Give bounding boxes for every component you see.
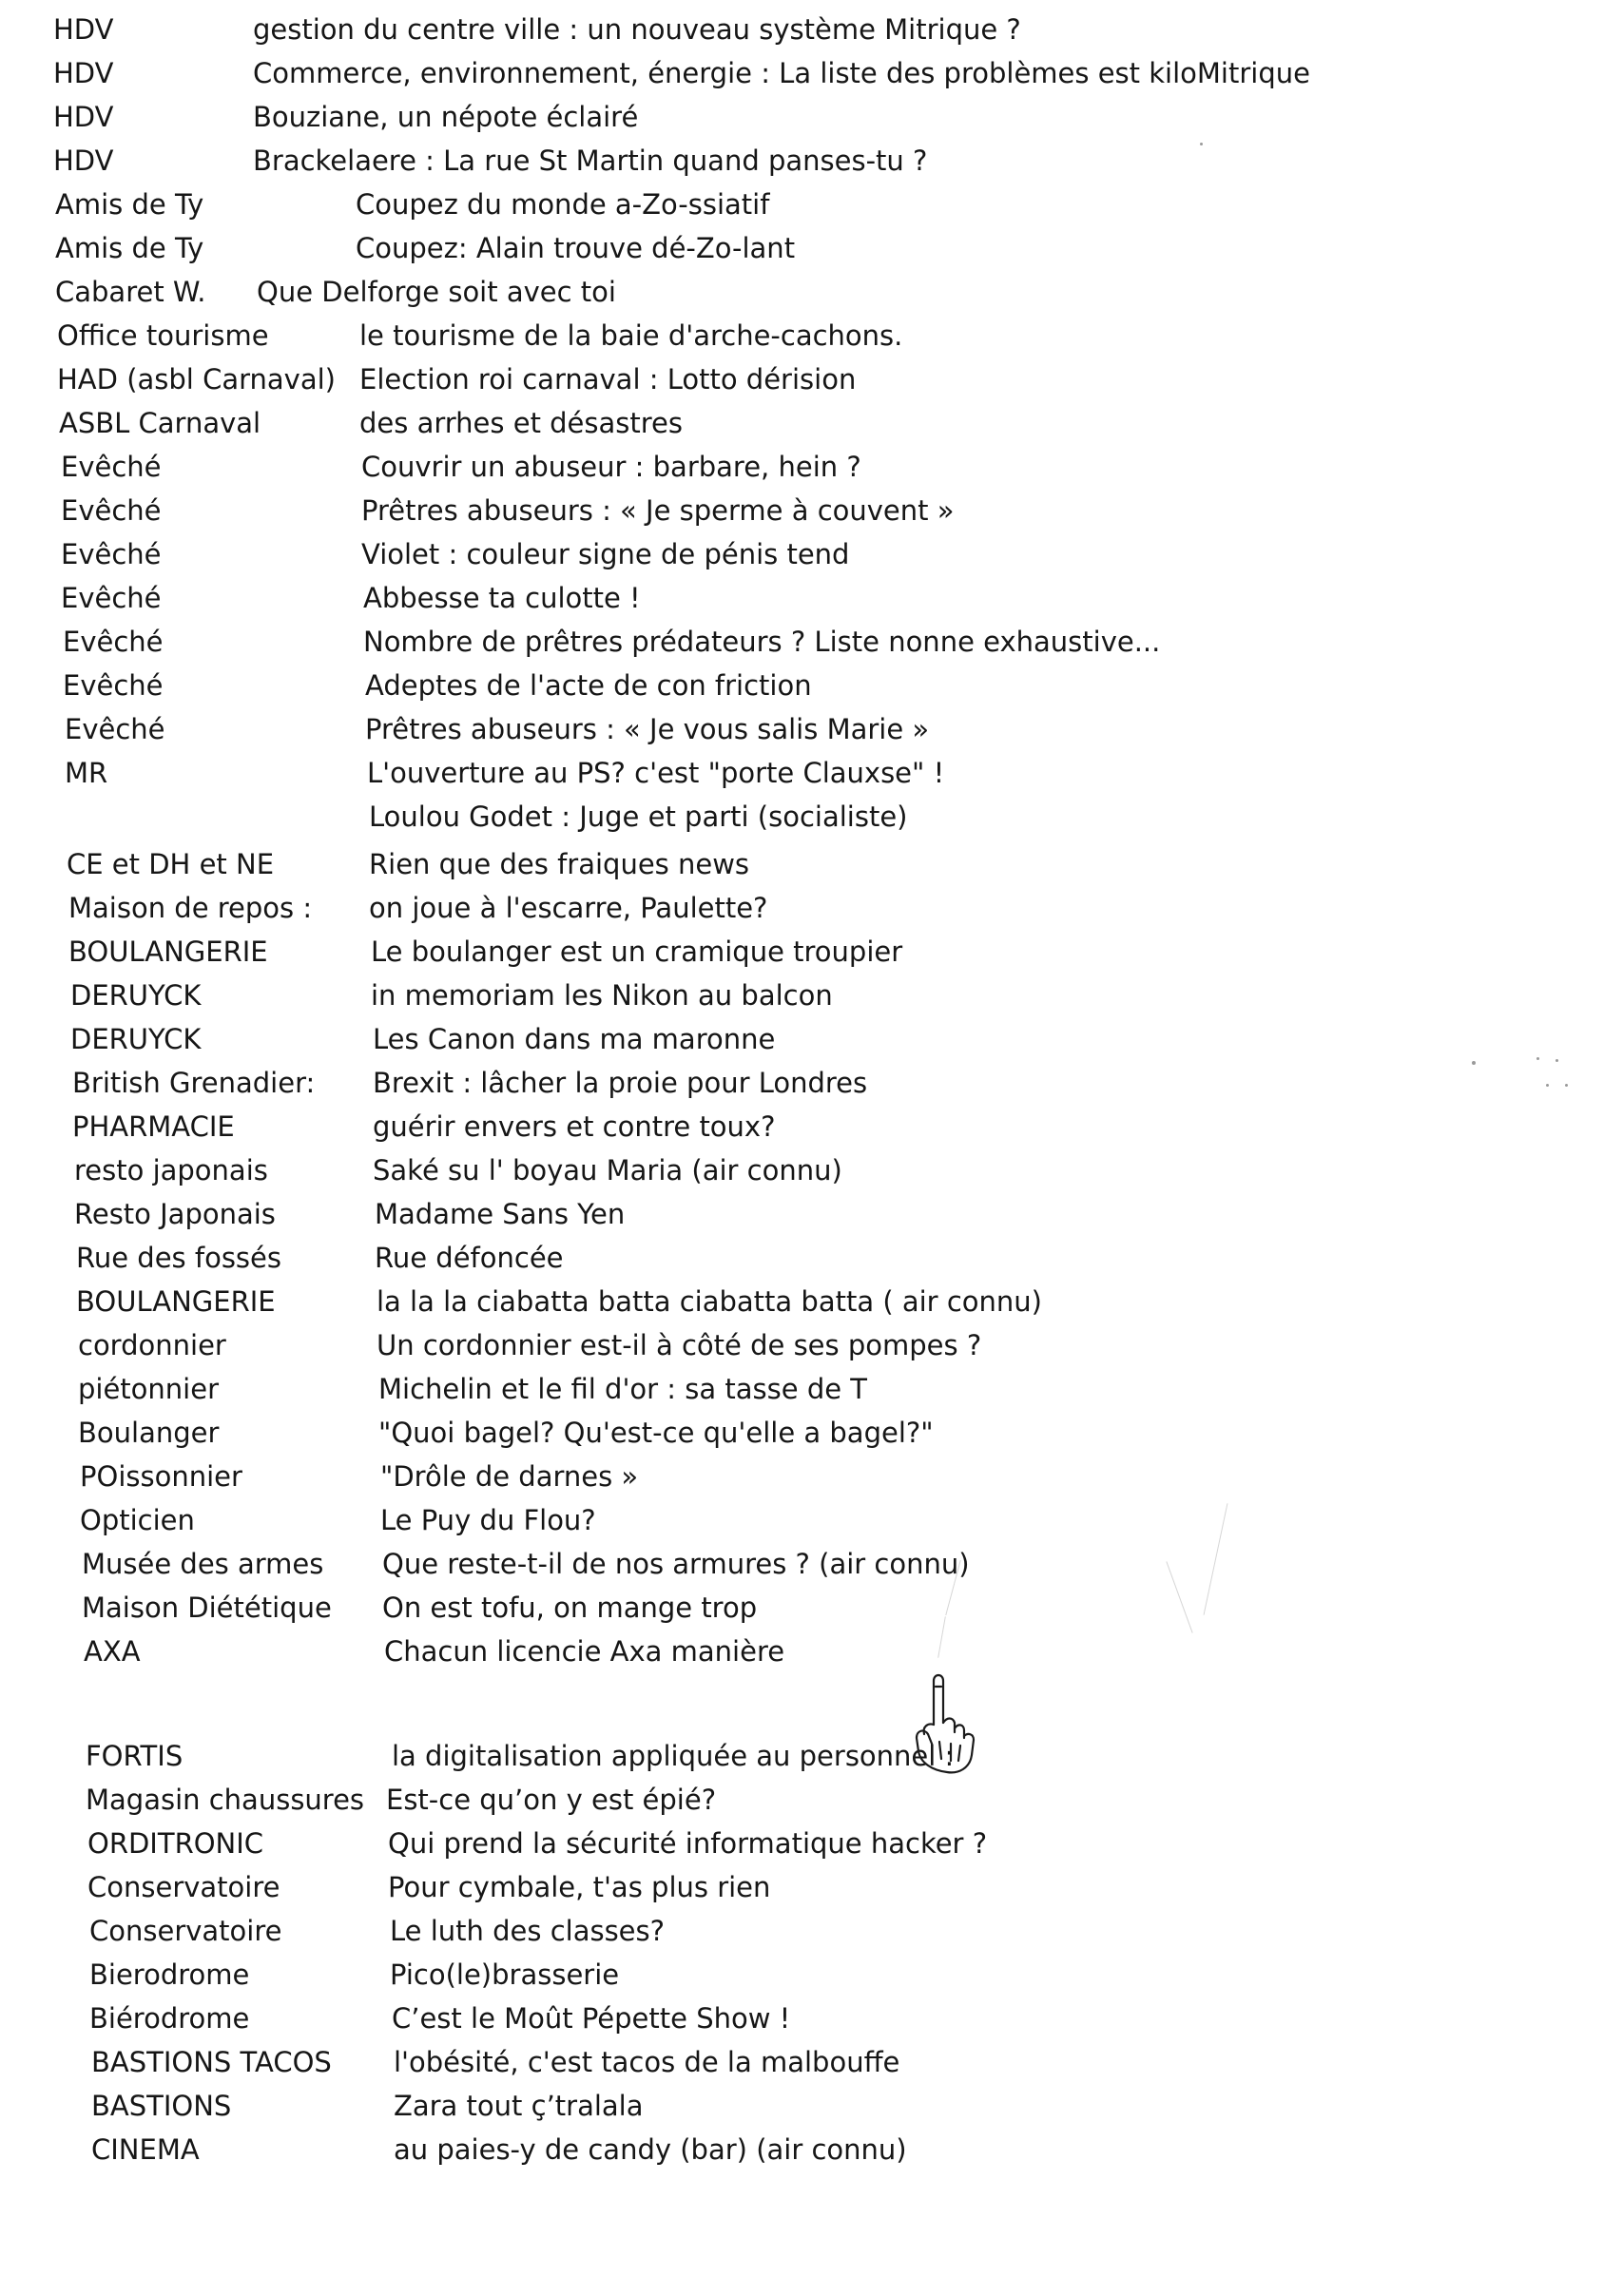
entry-pun: L'ouverture au PS? c'est "porte Clauxse" ! [367,757,945,789]
scan-speck [1200,143,1203,145]
list-item [0,1415,1604,1457]
list-item [0,274,1604,316]
entry-pun: Pico(le)brasserie [390,1958,620,1991]
entry-pun: Election roi carnaval : Lotto dérision [359,363,857,396]
entry-label: MR [65,757,108,789]
list-item [0,755,1604,797]
entry-pun: Pour cymbale, t'as plus rien [388,1871,771,1903]
entry-label: Evêché [61,538,162,570]
entry-pun: l'obésité, c'est tacos de la malbouffe [394,2046,900,2078]
entry-label: Evêché [61,451,162,483]
entry-label: AXA [84,1635,141,1668]
entry-pun: Brexit : lâcher la proie pour Londres [373,1067,868,1099]
entry-label: piétonnier [78,1373,220,1405]
entry-label: Evêché [63,669,164,702]
entry-pun: Les Canon dans ma maronne [373,1023,776,1055]
entry-label: Evêché [61,582,162,614]
entry-label: BOULANGERIE [68,936,268,968]
entry-label: CE et DH et NE [67,848,275,880]
list-item [0,667,1604,709]
entry-label: DERUYCK [70,1023,202,1055]
list-item [0,186,1604,228]
entry-label: Musée des armes [82,1548,324,1580]
entry-label: Bierodrome [89,1958,250,1991]
list-item [0,934,1604,975]
entry-pun: Commerce, environnement, énergie : La liste des problèmes est kiloMitrique [253,57,1310,89]
list-item [0,2132,1604,2173]
entry-label: Evêché [61,494,162,527]
entry-label: FORTIS [86,1740,184,1772]
list-item [0,1196,1604,1238]
list-item [0,1327,1604,1369]
entry-label: Amis de Ty [55,188,204,221]
entry-label: BASTIONS [91,2090,232,2122]
list-item [0,1240,1604,1282]
entry-label: Conservatoire [87,1871,280,1903]
list-item [0,55,1604,97]
list-item [0,1869,1604,1911]
entry-pun: on joue à l'escarre, Paulette? [369,892,768,924]
list-item [0,1502,1604,1544]
list-item [0,99,1604,141]
list-item [0,624,1604,666]
entry-label: Resto Japonais [74,1198,276,1230]
entry-pun: Chacun licencie Axa manière [384,1635,785,1668]
entry-pun: Michelin et le fil d'or : sa tasse de T [378,1373,867,1405]
entry-label: CINEMA [91,2133,200,2166]
entry-pun: Le boulanger est un cramique troupier [371,936,903,968]
list-item [0,846,1604,888]
entry-pun: Le luth des classes? [390,1915,666,1947]
middle-finger-hand-icon [911,1669,985,1776]
entry-label: Evêché [63,626,164,658]
entry-pun: la la la ciabatta batta ciabatta batta ( air connu) [377,1285,1042,1318]
list-item [0,711,1604,753]
list-item [0,1590,1604,1631]
entry-pun: Couvrir un abuseur : barbare, hein ? [361,451,861,483]
entry-label: POissonnier [80,1460,242,1493]
entry-pun: Abbesse ta culotte ! [363,582,641,614]
entry-label: Opticien [80,1504,195,1536]
entry-label: PHARMACIE [72,1110,235,1143]
list-item [0,1633,1604,1675]
entry-pun: Prêtres abuseurs : « Je vous salis Marie » [365,713,930,745]
entry-pun: Violet : couleur signe de pénis tend [361,538,850,570]
list-item [0,2044,1604,2086]
list-item [0,1825,1604,1867]
entry-label: HDV [53,13,114,46]
entry-pun: Nombre de prêtres prédateurs ? Liste nonne exhaustive... [363,626,1161,658]
entry-pun: "Drôle de darnes » [380,1460,639,1493]
entry-pun: Prêtres abuseurs : « Je sperme à couvent » [361,494,955,527]
list-item [0,318,1604,359]
entry-pun: Coupez: Alain trouve dé-Zo-lant [356,232,796,264]
entry-pun: On est tofu, on mange trop [382,1592,758,1624]
entry-label: Cabaret W. [55,276,206,308]
entry-label: BASTIONS TACOS [91,2046,332,2078]
scan-speck [1556,1059,1558,1062]
entry-label: Office tourisme [57,319,269,352]
entry-label: cordonnier [78,1329,226,1361]
entry-label: Rue des fossés [76,1242,281,1274]
list-item [0,1152,1604,1194]
entry-label: Maison de repos : [68,892,313,924]
entry-pun: Un cordonnier est-il à côté de ses pompes ? [377,1329,982,1361]
entry-label: HAD (asbl Carnaval) [57,363,336,396]
entry-pun: Rue défoncée [375,1242,564,1274]
entry-pun: Madame Sans Yen [375,1198,626,1230]
entry-pun: Est-ce qu’on y est épié? [386,1784,717,1816]
entry-pun: Brackelaere : La rue St Martin quand panses-tu ? [253,145,928,177]
list-item [0,2000,1604,2042]
scan-speck [1565,1084,1568,1087]
entry-label: Magasin chaussures [86,1784,365,1816]
list-item [0,536,1604,578]
list-item [0,1546,1604,1588]
list-item [0,2088,1604,2130]
list-item [0,799,1604,840]
list-item [0,1065,1604,1107]
entry-pun: des arrhes et désastres [359,407,683,439]
list-item [0,1913,1604,1955]
list-item [0,405,1604,447]
entry-label: HDV [53,101,114,133]
entry-label: DERUYCK [70,979,202,1012]
scan-speck [1546,1084,1549,1087]
entry-pun: Bouziane, un népote éclairé [253,101,639,133]
list-item [0,890,1604,932]
list-item [0,1371,1604,1413]
entry-label: Boulanger [78,1417,220,1449]
entry-pun: Qui prend la sécurité informatique hacker ? [388,1827,988,1860]
entry-pun: guérir envers et contre toux? [373,1110,776,1143]
entry-pun: "Quoi bagel? Qu'est-ce qu'elle a bagel?" [378,1417,934,1449]
entry-pun: Loulou Godet : Juge et parti (socialiste) [369,801,908,833]
entry-pun: Que Delforge soit avec toi [257,276,616,308]
entry-pun: la digitalisation appliquée au personnel : [392,1740,955,1772]
list-item [0,580,1604,622]
entry-label: Maison Diététique [82,1592,332,1624]
list-item [0,1283,1604,1325]
list-item [0,1782,1604,1823]
entry-pun: C’est le Moût Pépette Show ! [392,2002,791,2035]
list-item [0,1738,1604,1780]
entry-pun: gestion du centre ville : un nouveau système Mitrique ? [253,13,1021,46]
list-item [0,1021,1604,1063]
entry-label: resto japonais [74,1154,268,1187]
list-item [0,143,1604,184]
entry-pun: Adeptes de l'acte de con friction [365,669,812,702]
list-item [0,449,1604,491]
entry-pun: in memoriam les Nikon au balcon [371,979,833,1012]
entry-label: HDV [53,57,114,89]
entry-label: Amis de Ty [55,232,204,264]
entry-label: ASBL Carnaval [59,407,261,439]
entry-label: ORDITRONIC [87,1827,264,1860]
entry-label: Evêché [65,713,165,745]
entry-pun: Que reste-t-il de nos armures ? (air connu) [382,1548,970,1580]
entry-label: HDV [53,145,114,177]
entry-pun: Saké su l' boyau Maria (air connu) [373,1154,842,1187]
list-item [0,977,1604,1019]
entry-label: Conservatoire [89,1915,282,1947]
list-item [0,492,1604,534]
list-item [0,1957,1604,1998]
list-item [0,11,1604,53]
scan-speck [1472,1061,1476,1065]
scan-speck [1536,1057,1539,1060]
list-item [0,361,1604,403]
entry-pun: Coupez du monde a-Zo-ssiatif [356,188,770,221]
entry-pun: Rien que des fraiques news [369,848,750,880]
entry-pun: au paies-y de candy (bar) (air connu) [394,2133,907,2166]
entry-pun: Le Puy du Flou? [380,1504,596,1536]
entry-label: Biérodrome [89,2002,250,2035]
entry-label: BOULANGERIE [76,1285,276,1318]
list-item [0,230,1604,272]
entry-pun: le tourisme de la baie d'arche-cachons. [359,319,903,352]
entry-pun: Zara tout ç’tralala [394,2090,644,2122]
entry-label: British Grenadier: [72,1067,316,1099]
list-item [0,1458,1604,1500]
list-item [0,1109,1604,1150]
